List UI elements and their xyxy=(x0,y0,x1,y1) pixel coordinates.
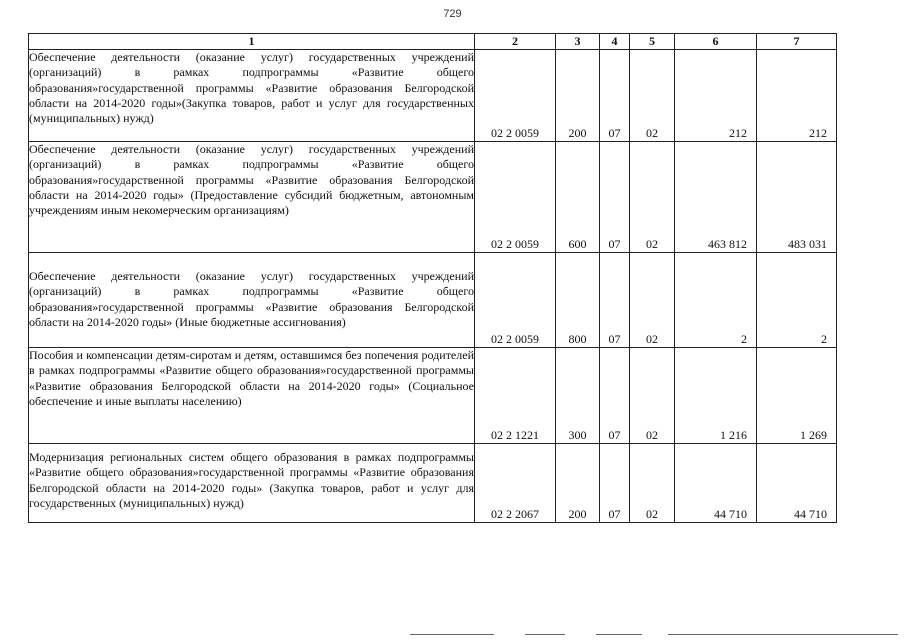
row-code: 02 2 0059 xyxy=(475,142,556,253)
row-type: 200 xyxy=(556,50,600,142)
row-amount-6: 212 xyxy=(675,50,757,142)
row-type: 800 xyxy=(556,253,600,348)
row-amount-7: 2 xyxy=(757,253,837,348)
row-description: Модернизация региональных систем общего образования в рамках подпрограммы «Развитие общего образования»государственной программы «Развитие образования Белгородской области на 2014-2020 годы» (Закупка товаров, работ и услуг для государственных (муниципальных) нужд) xyxy=(29,444,475,523)
row-amount-6: 463 812 xyxy=(675,142,757,253)
header-row xyxy=(29,34,837,50)
row-section: 07 xyxy=(600,348,630,444)
footer-rule xyxy=(596,634,642,635)
column-header: 5 xyxy=(630,34,675,50)
row-description: Обеспечение деятельности (оказание услуг) государственных учреждений (организаций) в рамках подпрограммы «Развитие общего образования»государственной программы «Развитие образования Белгородской области на 2014-2020 годы» (Иные бюджетные ассигнования) xyxy=(29,253,475,348)
row-code: 02 2 0059 xyxy=(475,50,556,142)
row-subsection: 02 xyxy=(630,348,675,444)
footer-rule xyxy=(410,634,494,635)
table-row xyxy=(29,444,837,523)
row-amount-6: 2 xyxy=(675,253,757,348)
row-amount-7: 483 031 xyxy=(757,142,837,253)
row-code: 02 2 1221 xyxy=(475,348,556,444)
row-amount-7: 212 xyxy=(757,50,837,142)
table-row xyxy=(29,142,837,253)
row-description: Пособия и компенсации детям-сиротам и детям, оставшимся без попечения родителей в рамках подпрограммы «Развитие общего образования»государственной программы «Развитие образования Белгородской области на 2014-2020 годы» (Социальное обеспечение и иные выплаты населению) xyxy=(29,348,475,444)
column-header: 1 xyxy=(29,34,475,50)
row-section: 07 xyxy=(600,142,630,253)
row-amount-7: 1 269 xyxy=(757,348,837,444)
row-amount-7: 44 710 xyxy=(757,444,837,523)
footer-rule xyxy=(525,634,565,635)
row-subsection: 02 xyxy=(630,142,675,253)
column-header: 2 xyxy=(475,34,556,50)
table-row xyxy=(29,348,837,444)
row-code: 02 2 2067 xyxy=(475,444,556,523)
row-amount-6: 1 216 xyxy=(675,348,757,444)
page-number: 729 xyxy=(443,8,462,20)
row-type: 200 xyxy=(556,444,600,523)
row-subsection: 02 xyxy=(630,444,675,523)
row-type: 300 xyxy=(556,348,600,444)
row-section: 07 xyxy=(600,444,630,523)
column-header: 7 xyxy=(757,34,837,50)
table-row xyxy=(29,253,837,348)
row-description: Обеспечение деятельности (оказание услуг) государственных учреждений (организаций) в рамках подпрограммы «Развитие общего образования»государственной программы «Развитие образования Белгородской области на 2014-2020 годы» (Предоставление субсидий бюджетным, автономным учреждениям иным некомерческим организациям) xyxy=(29,142,475,253)
row-amount-6: 44 710 xyxy=(675,444,757,523)
row-type: 600 xyxy=(556,142,600,253)
row-section: 07 xyxy=(600,50,630,142)
budget-table xyxy=(28,33,837,523)
column-header: 4 xyxy=(600,34,630,50)
footer-rule xyxy=(668,634,898,635)
table-row xyxy=(29,50,837,142)
row-description: Обеспечение деятельности (оказание услуг) государственных учреждений (организаций) в рамках подпрограммы «Развитие общего образования»государственной программы «Развитие образования Белгородской области на 2014-2020 годы»(Закупка товаров, работ и услуг для государственных (муниципальных) нужд) xyxy=(29,50,475,142)
column-header: 6 xyxy=(675,34,757,50)
row-code: 02 2 0059 xyxy=(475,253,556,348)
column-header: 3 xyxy=(556,34,600,50)
row-subsection: 02 xyxy=(630,50,675,142)
row-section: 07 xyxy=(600,253,630,348)
row-subsection: 02 xyxy=(630,253,675,348)
